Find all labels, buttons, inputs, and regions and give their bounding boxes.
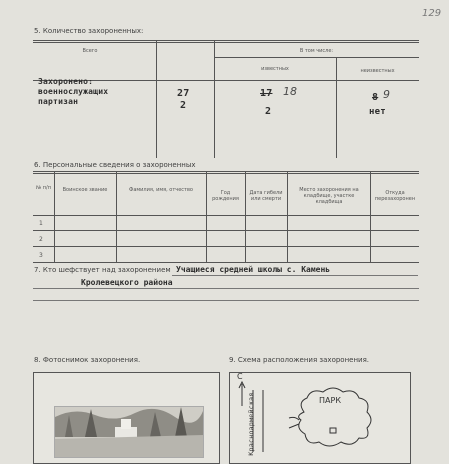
col-name: Фамилия, имя, отчество (129, 187, 193, 193)
patron-line-2: Кролевецкого района (81, 278, 173, 287)
header-known: известных (261, 66, 289, 72)
section-6-title: 6. Персональные сведения о захороненных (34, 161, 196, 169)
known-military-old: 17 (260, 88, 273, 99)
col-death-date: Дата гибели или смерти (249, 190, 283, 202)
location-scheme (229, 372, 410, 452)
known-military-new: 18 (283, 85, 297, 98)
col-reburied-from: Откуда перезахоронен (374, 190, 416, 202)
row-label-military: военнослужащих (38, 87, 109, 96)
burial-marker (330, 428, 336, 433)
header-total: Всего (82, 48, 98, 54)
burial-photo (54, 406, 204, 458)
row-label-partisans: партизан (38, 97, 79, 106)
unknown-military-old: 8 (372, 92, 379, 103)
section-8-title: 8. Фотоснимок захоронения. (34, 356, 141, 364)
section-7-title: 7. Кто шефствует над захоронением (34, 266, 171, 274)
total-military: 27 (177, 88, 190, 99)
street-name: Красноармейская (247, 392, 255, 456)
unknown-partisans: нет (369, 107, 386, 117)
compass-letter: С (237, 372, 243, 381)
row-number-3: 3 (39, 252, 43, 259)
row-number-2: 2 (39, 236, 43, 243)
known-partisans: 2 (265, 106, 272, 117)
total-partisans: 2 (180, 100, 187, 111)
park-label: ПАРК (319, 396, 341, 405)
patron-line-1: Учащиеся средней школы с. Камень (176, 265, 331, 274)
unknown-military-new: 9 (383, 88, 390, 101)
section-5-title: 5. Количество захороненных: (34, 27, 144, 35)
header-unknown: неизвестных (360, 68, 395, 74)
col-birth-year: Год рождения (212, 190, 239, 202)
section-9-title: 9. Схема расположения захоронения. (229, 356, 370, 364)
row-number-1: 1 (39, 220, 43, 227)
col-burial-place: Место захоронения на кладбище, участке кладбища (299, 187, 359, 205)
row-label-buried: Захоронено: (38, 77, 94, 86)
col-number: № п/п (35, 185, 51, 191)
col-rank: Воинское звание (62, 187, 108, 193)
header-including: В том числе: (299, 48, 334, 54)
page-number: 129 (422, 8, 442, 19)
